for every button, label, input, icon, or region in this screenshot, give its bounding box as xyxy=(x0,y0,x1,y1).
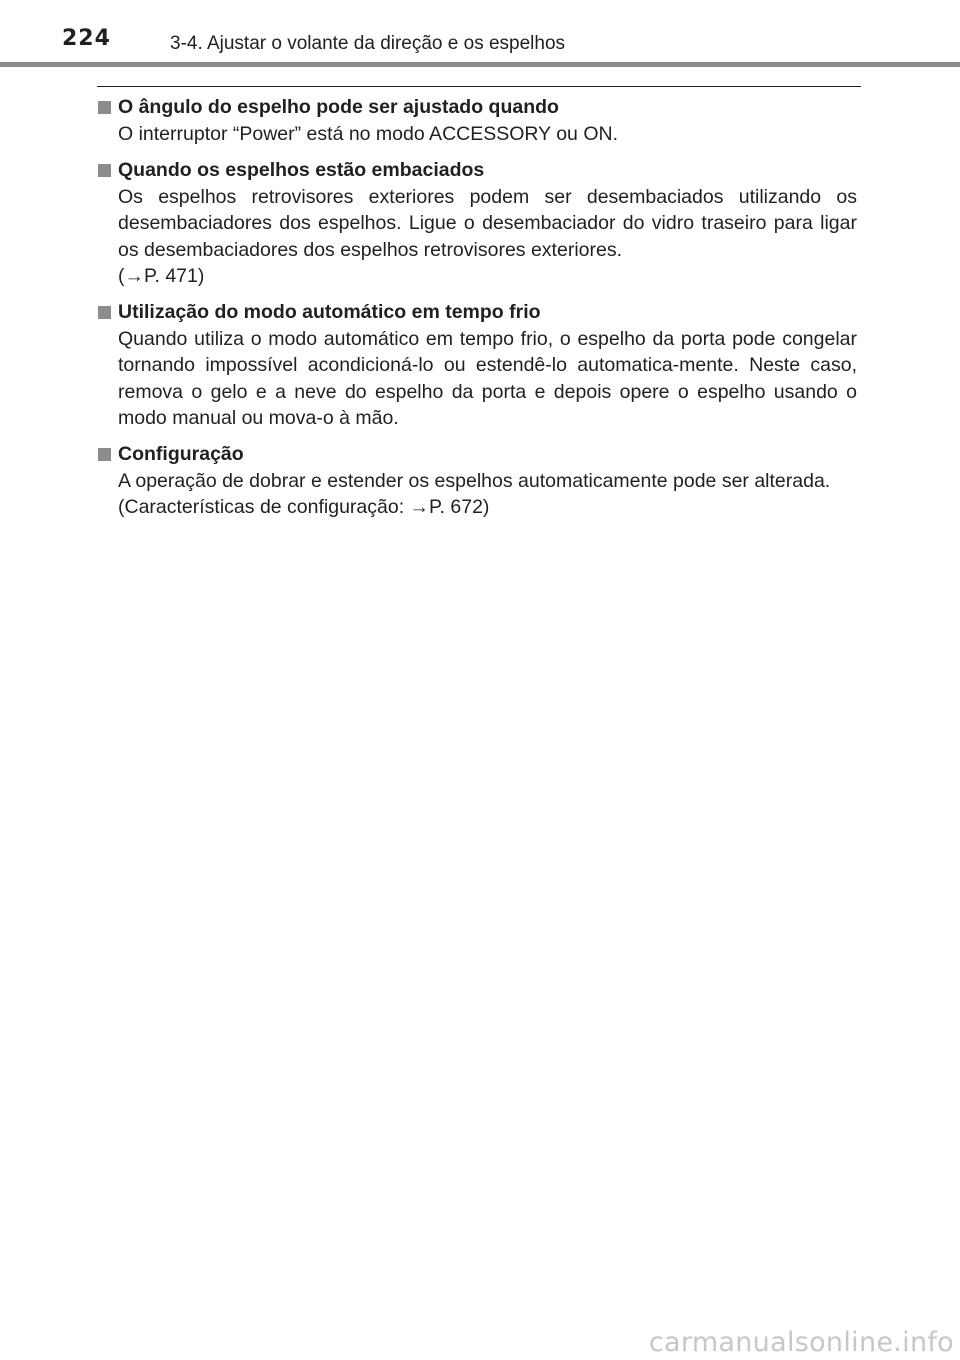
topic-mirror-angle xyxy=(97,94,857,148)
topic-heading xyxy=(97,299,857,326)
topic-paragraph: Quando utiliza o modo automático em tempo frio, o espelho da porta pode congelar tornando impossível acondicioná-lo ou estendê-lo automatica-mente. Neste caso, remova o gelo e a neve do espelho da porta e depois opere o espelho usando o modo manual ou mova-o à mão. xyxy=(118,327,857,429)
topic-paragraph: Os espelhos retrovisores exteriores podem ser desembaciados utilizando os desembaciadores dos espelhos. Ligue o desembaciador do vidro traseiro para ligar os desembaciadores dos espelhos retrovisores exteriores. xyxy=(118,185,857,261)
watermark: carmanualsonline.info xyxy=(648,1327,954,1358)
square-bullet-icon xyxy=(98,448,111,461)
topic-heading-text: Utilização do modo automático em tempo frio xyxy=(118,300,541,323)
page-number: 224 xyxy=(62,26,111,51)
topic-paragraph: O interruptor “Power” está no modo ACCESSORY ou ON. xyxy=(118,123,618,145)
page-header xyxy=(0,0,960,64)
section-title: 3-4. Ajustar o volante da direção e os espelhos xyxy=(170,33,566,54)
topic-cold-weather-auto-mode xyxy=(97,299,857,432)
topic-paragraph: A operação de dobrar e estender os espelhos automaticamente pode ser alterada. xyxy=(118,469,831,492)
square-bullet-icon xyxy=(98,101,111,114)
topic-body xyxy=(97,468,857,521)
content-area xyxy=(97,94,857,530)
topic-heading-text: Quando os espelhos estão embaciados xyxy=(118,158,485,181)
topic-configuration xyxy=(97,441,857,521)
topic-heading-text: O ângulo do espelho pode ser ajustado quando xyxy=(118,96,559,118)
topic-heading xyxy=(97,441,857,468)
header-divider xyxy=(0,62,960,67)
page-reference: (→P. 471) xyxy=(118,265,205,287)
square-bullet-icon xyxy=(98,164,111,177)
content-divider xyxy=(97,86,861,87)
topic-heading xyxy=(97,94,857,121)
page-reference: (Características de configuração: →P. 672) xyxy=(118,496,490,518)
topic-fogged-mirrors xyxy=(97,157,857,290)
topic-body xyxy=(97,326,857,432)
topic-heading-text: Configuração xyxy=(118,442,244,465)
square-bullet-icon xyxy=(98,306,111,319)
topic-body xyxy=(97,121,857,148)
topic-body xyxy=(97,184,857,290)
topic-heading xyxy=(97,157,857,184)
